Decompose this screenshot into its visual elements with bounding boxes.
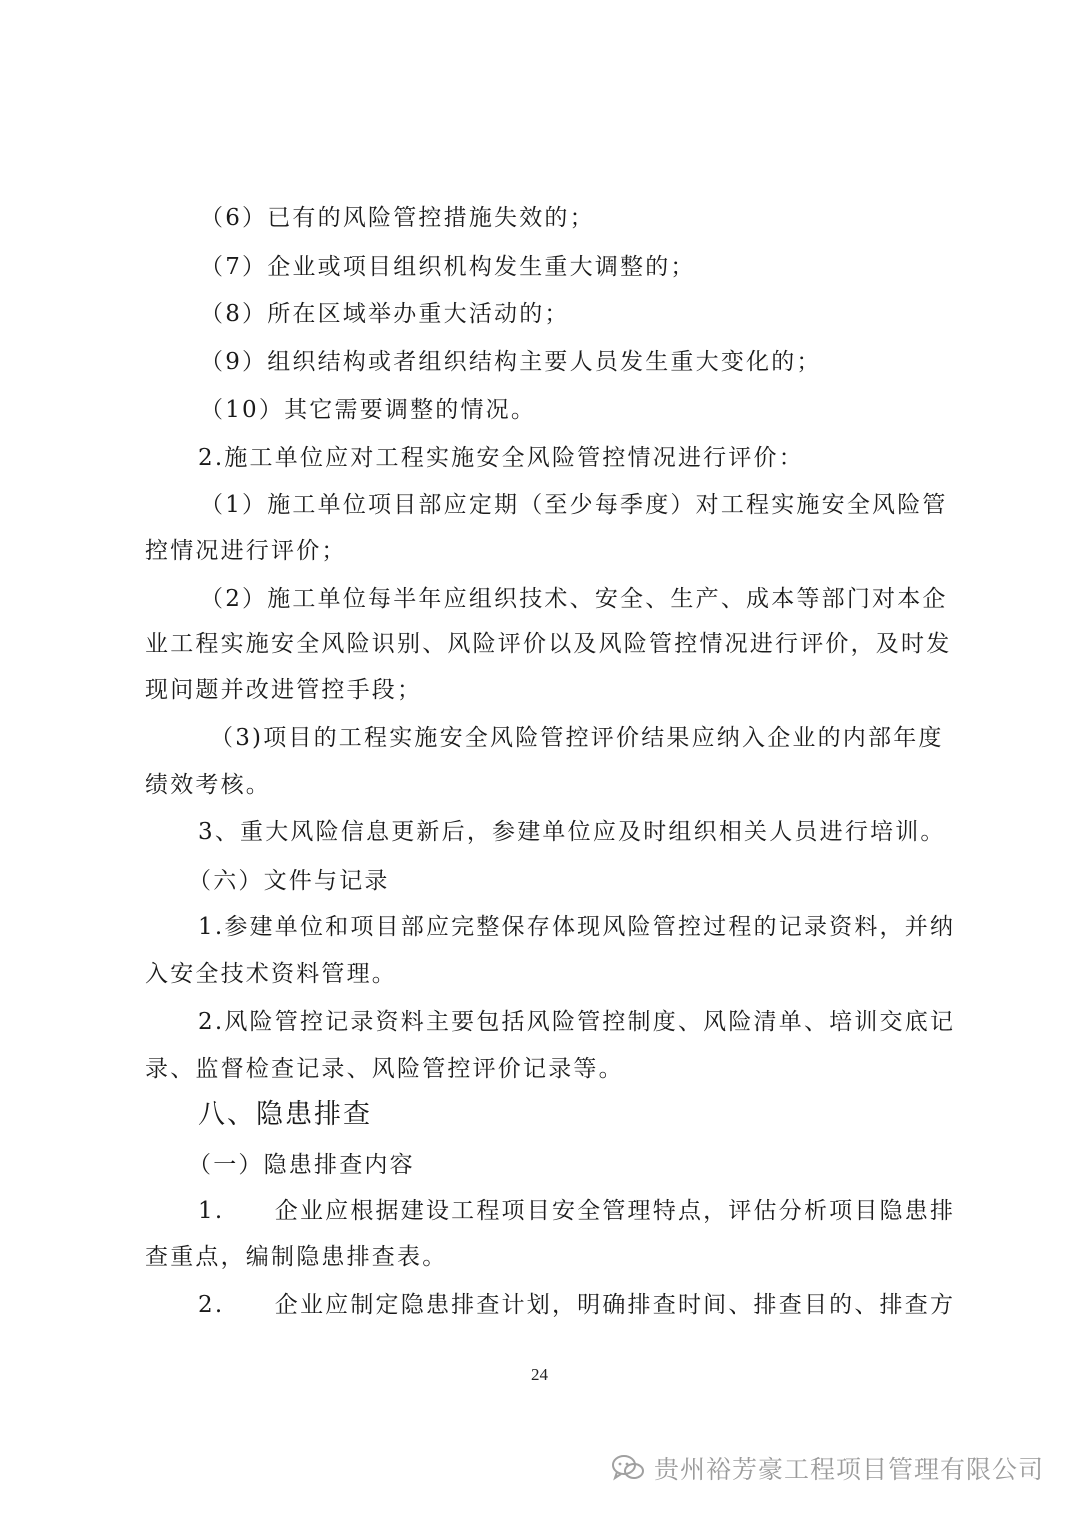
text-line: （2）施工单位每半年应组织技术、安全、生产、成本等部门对本企 <box>200 586 948 612</box>
text-line: 3、重大风险信息更新后，参建单位应及时组织相关人员进行培训。 <box>198 819 946 845</box>
text-line: 1.参建单位和项目部应完整保存体现风险管控过程的记录资料，并纳 <box>198 914 956 940</box>
text-line: 业工程实施安全风险识别、风险评价以及风险管控情况进行评价，及时发 <box>145 631 952 657</box>
text-line: （7）企业或项目组织机构发生重大调整的； <box>200 254 696 280</box>
text-line: 控情况进行评价； <box>145 538 347 564</box>
text-line: 绩效考核。 <box>145 772 271 798</box>
text-line: （6）已有的风险管控措施失效的； <box>200 205 595 231</box>
text-line: 现问题并改进管控手段； <box>145 677 423 703</box>
text-line: （9）组织结构或者组织结构主要人员发生重大变化的； <box>200 349 822 375</box>
text-line: （10）其它需要调整的情况。 <box>200 397 537 423</box>
text-line: （1）施工单位项目部应定期（至少每季度）对工程实施安全风险管 <box>200 492 948 518</box>
text-line: 2.风险管控记录资料主要包括风险管控制度、风险清单、培训交底记 <box>198 1009 956 1035</box>
text-line: 2. 企业应制定隐患排查计划，明确排查时间、排查目的、排查方 <box>198 1292 956 1318</box>
text-line: 1. 企业应根据建设工程项目安全管理特点，评估分析项目隐患排 <box>198 1198 956 1224</box>
text-line: （8）所在区域举办重大活动的； <box>200 301 570 327</box>
text-line: 入安全技术资料管理。 <box>145 961 397 987</box>
watermark <box>610 1450 1044 1486</box>
text-line: 录、监督检查记录、风险管控评价记录等。 <box>145 1056 624 1082</box>
watermark-text: 贵州裕芳豪工程项目管理有限公司 <box>653 1455 1044 1484</box>
text-line: （3)项目的工程实施安全风险管控评价结果应纳入企业的内部年度 <box>210 725 944 751</box>
page-number: 24 <box>531 1365 548 1384</box>
section-heading: （六）文件与记录 <box>188 868 390 894</box>
wechat-icon <box>610 1453 646 1483</box>
section-heading: （一）隐患排查内容 <box>188 1152 415 1178</box>
text-line: 2.施工单位应对工程实施安全风险管控情况进行评价： <box>198 445 804 471</box>
chapter-heading: 八、隐患排查 <box>198 1099 372 1130</box>
text-line: 查重点，编制隐患排查表。 <box>145 1244 448 1270</box>
